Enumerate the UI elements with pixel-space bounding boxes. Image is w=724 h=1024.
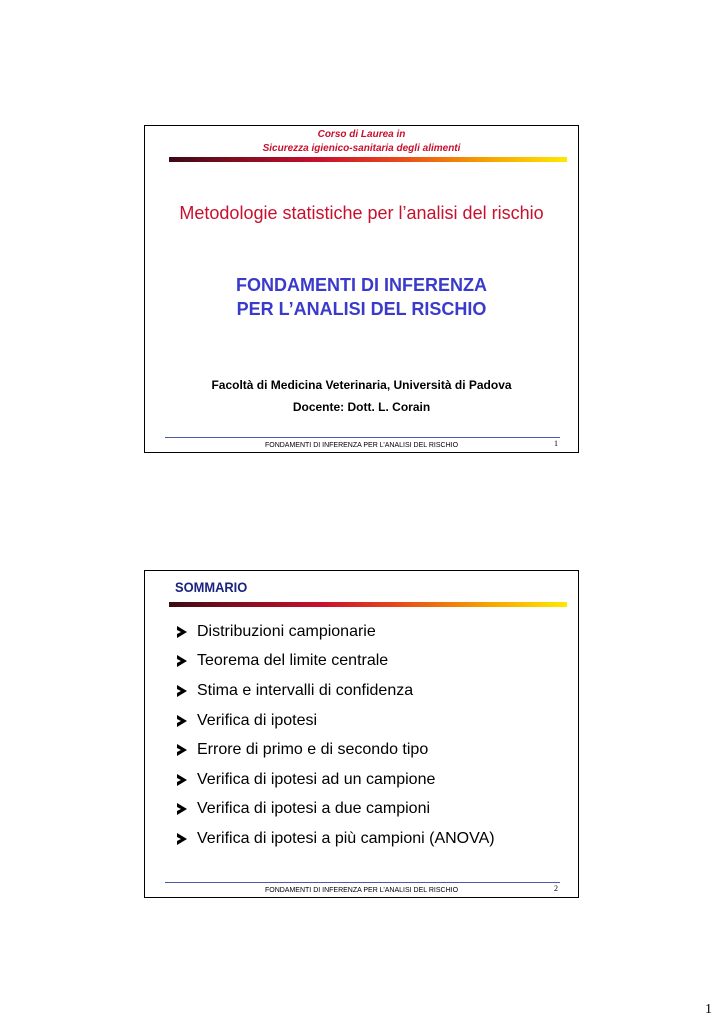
- arrowhead-bullet-icon: [177, 655, 187, 667]
- slide-page-number: 2: [554, 884, 558, 893]
- slide-2: [144, 570, 579, 898]
- arrowhead-bullet-icon: [177, 803, 187, 815]
- gradient-divider: [169, 157, 567, 162]
- course-line-1: Corso di Laurea in: [317, 129, 406, 140]
- summary-list: [177, 617, 495, 854]
- list-item-label: Verifica di ipotesi ad un campione: [197, 770, 436, 788]
- arrowhead-bullet-icon: [177, 715, 187, 727]
- list-item: [177, 824, 495, 854]
- course-line-2: Sicurezza igienico-sanitaria degli alimenti: [262, 143, 461, 154]
- arrowhead-bullet-icon: [177, 626, 187, 638]
- list-item: [177, 765, 495, 795]
- subject-title: Metodologie statistiche per l’analisi del rischio: [179, 203, 544, 223]
- list-item-label: Errore di primo e di secondo tipo: [197, 741, 429, 759]
- arrowhead-bullet-icon: [177, 833, 187, 845]
- arrowhead-bullet-icon: [177, 685, 187, 697]
- list-item: [177, 706, 495, 736]
- list-item: [177, 617, 495, 647]
- list-item-label: Verifica di ipotesi: [197, 711, 318, 729]
- list-item-label: Teorema del limite centrale: [197, 652, 389, 670]
- slide-heading: SOMMARIO: [175, 579, 248, 595]
- list-item: [177, 795, 495, 825]
- list-item-label: Verifica di ipotesi a più campioni (ANOVA): [197, 829, 495, 847]
- slide-page-number: 1: [554, 439, 558, 448]
- slide-1: [144, 125, 579, 453]
- footer-divider: [165, 882, 560, 883]
- list-item-label: Stima e intervalli di confidenza: [197, 681, 414, 699]
- slide-footer: FONDAMENTI DI INFERENZA PER L’ANALISI DEL RISCHIO: [264, 887, 459, 894]
- document-page-number: 1: [705, 1002, 712, 1017]
- list-item: [177, 735, 495, 765]
- list-item: [177, 676, 495, 706]
- main-title-line-2: PER L’ANALISI DEL RISCHIO: [236, 299, 487, 319]
- arrowhead-bullet-icon: [177, 774, 187, 786]
- main-title-line-1: FONDAMENTI DI INFERENZA: [236, 275, 487, 295]
- gradient-divider: [169, 602, 567, 607]
- lecturer: Docente: Dott. L. Corain: [292, 400, 431, 414]
- list-item-label: Verifica di ipotesi a due campioni: [197, 800, 431, 818]
- footer-divider: [165, 437, 560, 438]
- list-item-label: Distribuzioni campionarie: [197, 622, 376, 640]
- arrowhead-bullet-icon: [177, 744, 187, 756]
- list-item: [177, 647, 495, 677]
- institution: Facoltà di Medicina Veterinaria, Università di Padova: [211, 378, 512, 392]
- slide-footer: FONDAMENTI DI INFERENZA PER L’ANALISI DEL RISCHIO: [264, 442, 459, 449]
